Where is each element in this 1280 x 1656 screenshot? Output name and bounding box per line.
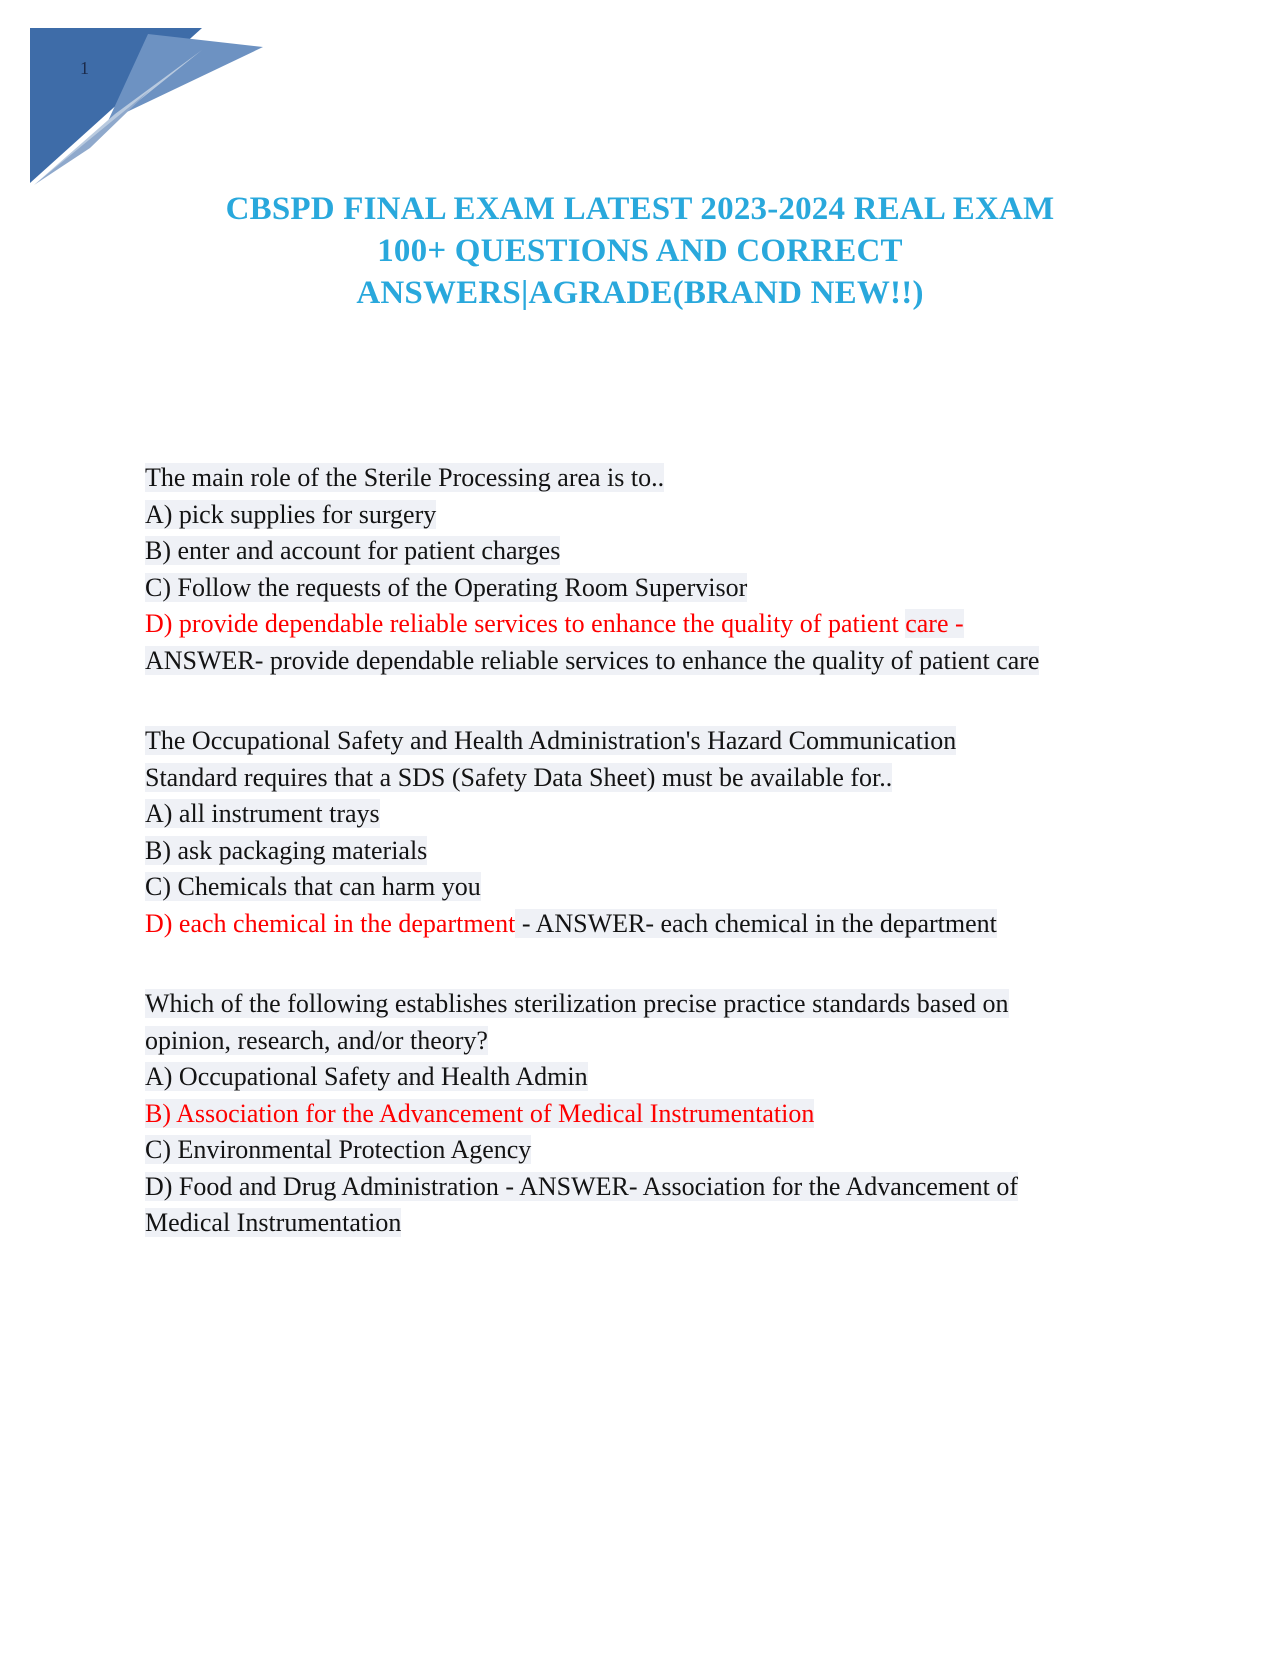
question-paragraph — [145, 833, 1045, 870]
question-text: The main role of the Sterile Processing area is to.. — [145, 463, 665, 492]
question-paragraph — [145, 796, 1045, 833]
question-paragraph — [145, 1096, 1045, 1133]
question-paragraph — [145, 497, 1045, 534]
question-text: C) Chemicals that can harm you — [145, 872, 481, 901]
answer-text-red: D) provide dependable reliable services to enhance the quality of patient — [145, 609, 906, 638]
question-paragraph — [145, 1132, 1045, 1169]
question-text: C) Follow the requests of the Operating Room Supervisor — [145, 572, 748, 602]
answer-text-red: care - — [905, 609, 964, 638]
page-number: 1 — [80, 58, 89, 78]
answer-text-red: D) each chemical in the department — [145, 908, 516, 938]
question-block — [145, 460, 1045, 679]
corner-triangle-decoration — [30, 28, 270, 193]
title-line: ANSWERS|AGRADE(BRAND NEW!!) — [356, 275, 924, 312]
question-text: The Occupational Safety and Health Administration's Hazard Communication Standard requires that a SDS (Safety Data Sheet) must be available for.. — [145, 726, 957, 792]
question-paragraph — [145, 460, 1045, 497]
question-paragraph — [145, 533, 1045, 570]
question-text: D) Food and Drug Administration - ANSWER- Association for the Advancement of Medical Instrumentation — [145, 1171, 1019, 1237]
title-line: 100+ QUESTIONS AND CORRECT — [377, 233, 903, 270]
title-line: CBSPD FINAL EXAM LATEST 2023-2024 REAL EXAM — [225, 191, 1055, 228]
document-title — [90, 188, 1190, 314]
question-paragraph — [145, 1169, 1045, 1242]
question-paragraph — [145, 869, 1045, 906]
question-text: A) Occupational Safety and Health Admin — [145, 1062, 588, 1091]
question-paragraph — [145, 1059, 1045, 1096]
question-text: Which of the following establishes sterilization precise practice standards based on opinion, research, and/or theory? — [145, 989, 1009, 1055]
question-paragraph — [145, 986, 1045, 1059]
question-text: A) pick supplies for surgery — [145, 499, 437, 529]
question-paragraph — [145, 906, 1045, 943]
triangle-graphic-icon — [30, 28, 270, 193]
question-block — [145, 986, 1045, 1242]
question-paragraph — [145, 570, 1045, 607]
question-paragraph — [145, 723, 1045, 796]
question-text: A) all instrument trays — [145, 799, 380, 828]
questions — [145, 460, 1045, 1286]
question-text: ANSWER- provide dependable reliable services to enhance the quality of patient care — [145, 645, 1040, 675]
question-text: B) ask packaging materials — [145, 835, 428, 865]
question-text: - ANSWER- each chemical in the department — [515, 908, 997, 938]
question-text: C) Environmental Protection Agency — [145, 1135, 532, 1164]
answer-text-red: B) Association for the Advancement of Medical Instrumentation — [145, 1098, 815, 1128]
question-text: B) enter and account for patient charges — [145, 536, 561, 565]
question-paragraph — [145, 606, 1045, 679]
question-block — [145, 723, 1045, 942]
